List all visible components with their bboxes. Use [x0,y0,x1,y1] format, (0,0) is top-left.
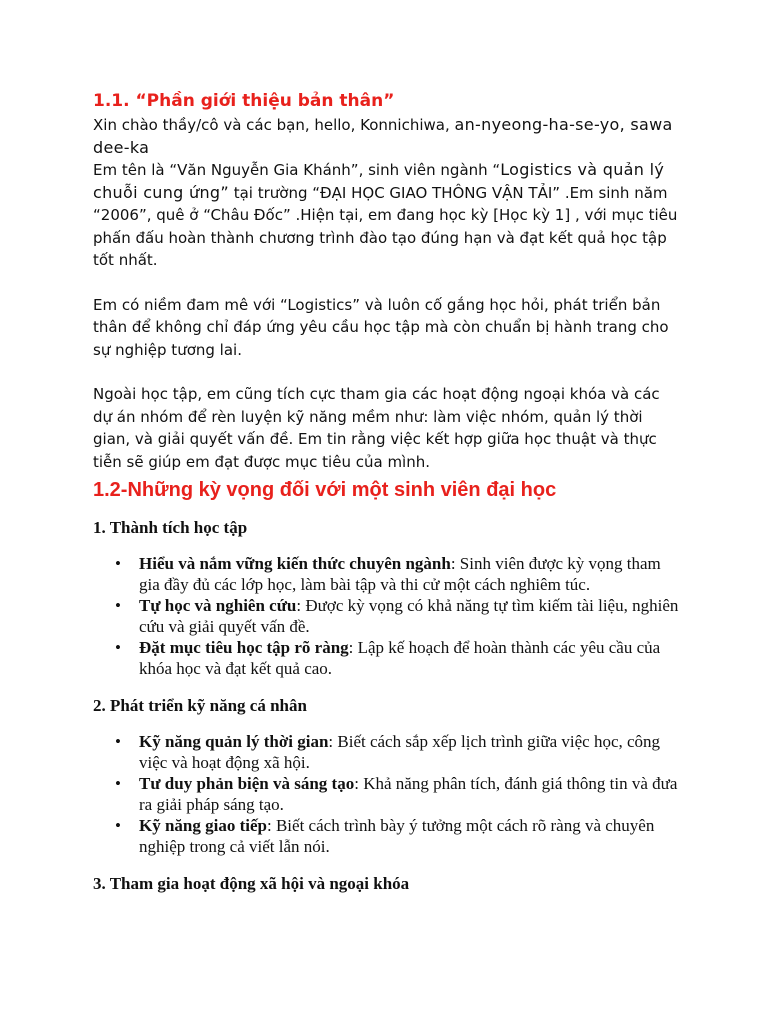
spacer [93,361,683,383]
activities-paragraph: Ngoài học tập, em cũng tích cực tham gia các hoạt động ngoại khóa và các dự án nhóm để rèn luyện kỹ năng mềm như: làm việc nhóm, quản lý thời gian, và giải quyết vấn đề. Em tin rằng việc kết hợp giữa học thuật và thực tiễn sẽ giúp em đạt được mục tiêu của mình. [93,385,660,471]
list-item [93,731,683,773]
list-item-bold: Kỹ năng giao tiếp [139,816,267,835]
section-1-title: 1.1. “Phần giới thiệu bản thân” [93,91,395,111]
list-item-bold: Tư duy phản biện và sáng tạo [139,774,355,793]
list-item-bold: Tự học và nghiên cứu [139,596,297,615]
list-item-text: : Biết cách trình bày ý tưởng một cách rõ ràng và chuyên nghiệp trong cả viết lẫn nói. [139,816,655,856]
list-item [93,815,683,857]
list-item [93,773,683,815]
bullet-icon: • [115,596,121,615]
heading-academic: 1. Thành tích học tập [93,518,248,537]
list-item-text: : Được kỳ vọng có khả năng tự tìm kiếm tài liệu, nghiên cứu và giải quyết vấn đề. [139,596,679,636]
academic-list [93,553,683,679]
list-item-bold: Đặt mục tiêu học tập rõ ràng [139,638,349,657]
list-item [93,637,683,679]
bullet-icon: • [115,774,121,793]
intro-paragraph [93,159,683,272]
list-item-bold: Hiểu và nắm vững kiến thức chuyên ngành [139,554,451,573]
bullet-icon: • [115,732,121,751]
skills-list [93,731,683,857]
list-item-text: : Khả năng phân tích, đánh giá thông tin và đưa ra giải pháp sáng tạo. [139,774,678,814]
bullet-icon: • [115,554,121,573]
heading-social-activities: 3. Tham gia hoạt động xã hội và ngoại khóa [93,874,410,893]
bullet-icon: • [115,816,121,835]
spacer [93,272,683,294]
list-item [93,553,683,595]
intro-text-end: tại trường “ĐẠI HỌC GIAO THÔNG VẬN TẢI” .Em sinh năm “2006”, quê ở “Châu Đốc” .Hiện tại, em đang học kỳ [Học kỳ 1] , với mục tiêu phấn đấu hoàn thành chương trình đào tạo đúng hạn và đạt kết quả học tập tốt nhất. [93,183,678,269]
passion-paragraph: Em có niềm đam mê với “Logistics” và luôn cố gắng học hỏi, phát triển bản thân để không chỉ đáp ứng yêu cầu học tập mà còn chuẩn bị hành trang cho sự nghiệp tương lai. [93,295,669,359]
greeting-paragraph [93,114,683,159]
greeting-foreign-text: an-nyeong-ha-se-yo, sawa dee-ka [93,115,673,157]
list-item-text: : Biết cách sắp xếp lịch trình giữa việc học, công việc và hoạt động xã hội. [139,732,661,772]
list-item-text: : Sinh viên được kỳ vọng tham gia đầy đủ các lớp học, làm bài tập và thi cử một cách nghiêm túc. [139,554,661,594]
intro-major: Logistics và quản lý chuỗi cung ứng” [93,160,665,202]
bullet-icon: • [115,638,121,657]
greeting-text: Xin chào thầy/cô và các bạn, hello, Konnichiwa, [93,116,455,134]
list-item-text: : Lập kế hoạch để hoàn thành các yêu cầu của khóa học và đạt kết quả cao. [139,638,661,678]
list-item-bold: Kỹ năng quản lý thời gian [139,732,329,751]
section-2-title: 1.2-Những kỳ vọng đối với một sinh viên đại học [93,479,557,501]
list-item [93,595,683,637]
document-page [93,88,683,895]
heading-personal-skills: 2. Phát triển kỹ năng cá nhân [93,696,307,715]
intro-text-start: Em tên là “Văn Nguyễn Gia Khánh”, sinh viên ngành “ [93,161,501,179]
